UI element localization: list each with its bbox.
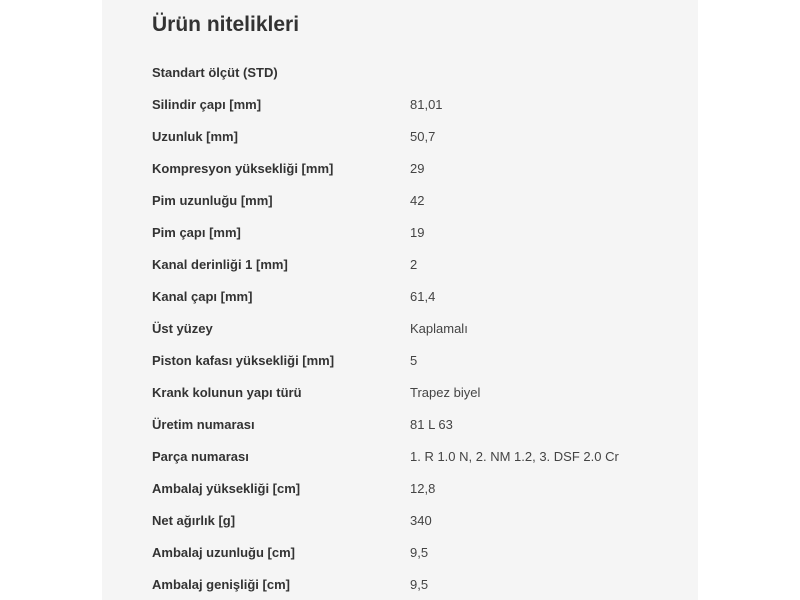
spec-value: 29 xyxy=(410,160,425,176)
spec-value: 5 xyxy=(410,352,418,368)
spec-label: Üretim numarası xyxy=(152,416,255,432)
spec-label: Kanal derinliği 1 [mm] xyxy=(152,256,288,272)
spec-label: Net ağırlık [g] xyxy=(152,512,236,528)
spec-row xyxy=(152,408,672,440)
spec-row xyxy=(152,536,672,568)
spec-value: 340 xyxy=(410,512,432,528)
spec-row xyxy=(152,472,672,504)
spec-row xyxy=(152,184,672,216)
spec-label: Parça numarası xyxy=(152,448,249,464)
spec-row xyxy=(152,56,672,88)
spec-value: Trapez biyel xyxy=(410,384,481,400)
spec-label: Pim çapı [mm] xyxy=(152,224,241,240)
spec-value: 9,5 xyxy=(410,576,429,592)
spec-value: 81,01 xyxy=(410,96,443,112)
spec-row xyxy=(152,312,672,344)
spec-label: Kanal çapı [mm] xyxy=(152,288,253,304)
spec-row xyxy=(152,568,672,600)
spec-value: Kaplamalı xyxy=(410,320,468,336)
spec-row xyxy=(152,376,672,408)
spec-value: 81 L 63 xyxy=(410,416,453,432)
spec-label: Üst yüzey xyxy=(152,320,213,336)
spec-label: Ambalaj uzunluğu [cm] xyxy=(152,544,295,560)
spec-row xyxy=(152,344,672,376)
spec-value: 61,4 xyxy=(410,288,436,304)
spec-row xyxy=(152,504,672,536)
spec-value: 19 xyxy=(410,224,425,240)
spec-label: Silindir çapı [mm] xyxy=(152,96,262,112)
spec-value: 9,5 xyxy=(410,544,429,560)
spec-row xyxy=(152,216,672,248)
spec-row xyxy=(152,120,672,152)
spec-row xyxy=(152,440,672,472)
spec-row xyxy=(152,88,672,120)
spec-label: Uzunluk [mm] xyxy=(152,128,238,144)
spec-table xyxy=(152,56,672,600)
spec-label: Standart ölçüt (STD) xyxy=(152,64,278,80)
spec-label: Ambalaj genişliği [cm] xyxy=(152,576,290,592)
spec-label: Piston kafası yüksekliği [mm] xyxy=(152,352,335,368)
spec-label: Pim uzunluğu [mm] xyxy=(152,192,273,208)
spec-value: 42 xyxy=(410,192,425,208)
spec-label: Ambalaj yüksekliği [cm] xyxy=(152,480,301,496)
spec-row xyxy=(152,280,672,312)
spec-value: 12,8 xyxy=(410,480,436,496)
section-title: Ürün nitelikleri xyxy=(152,13,300,36)
spec-label: Krank kolunun yapı türü xyxy=(152,384,302,400)
spec-value: 1. R 1.0 N, 2. NM 1.2, 3. DSF 2.0 Cr xyxy=(410,448,619,464)
spec-row xyxy=(152,152,672,184)
spec-value: 50,7 xyxy=(410,128,436,144)
spec-row xyxy=(152,248,672,280)
spec-value: 2 xyxy=(410,256,418,272)
spec-label: Kompresyon yüksekliği [mm] xyxy=(152,160,334,176)
